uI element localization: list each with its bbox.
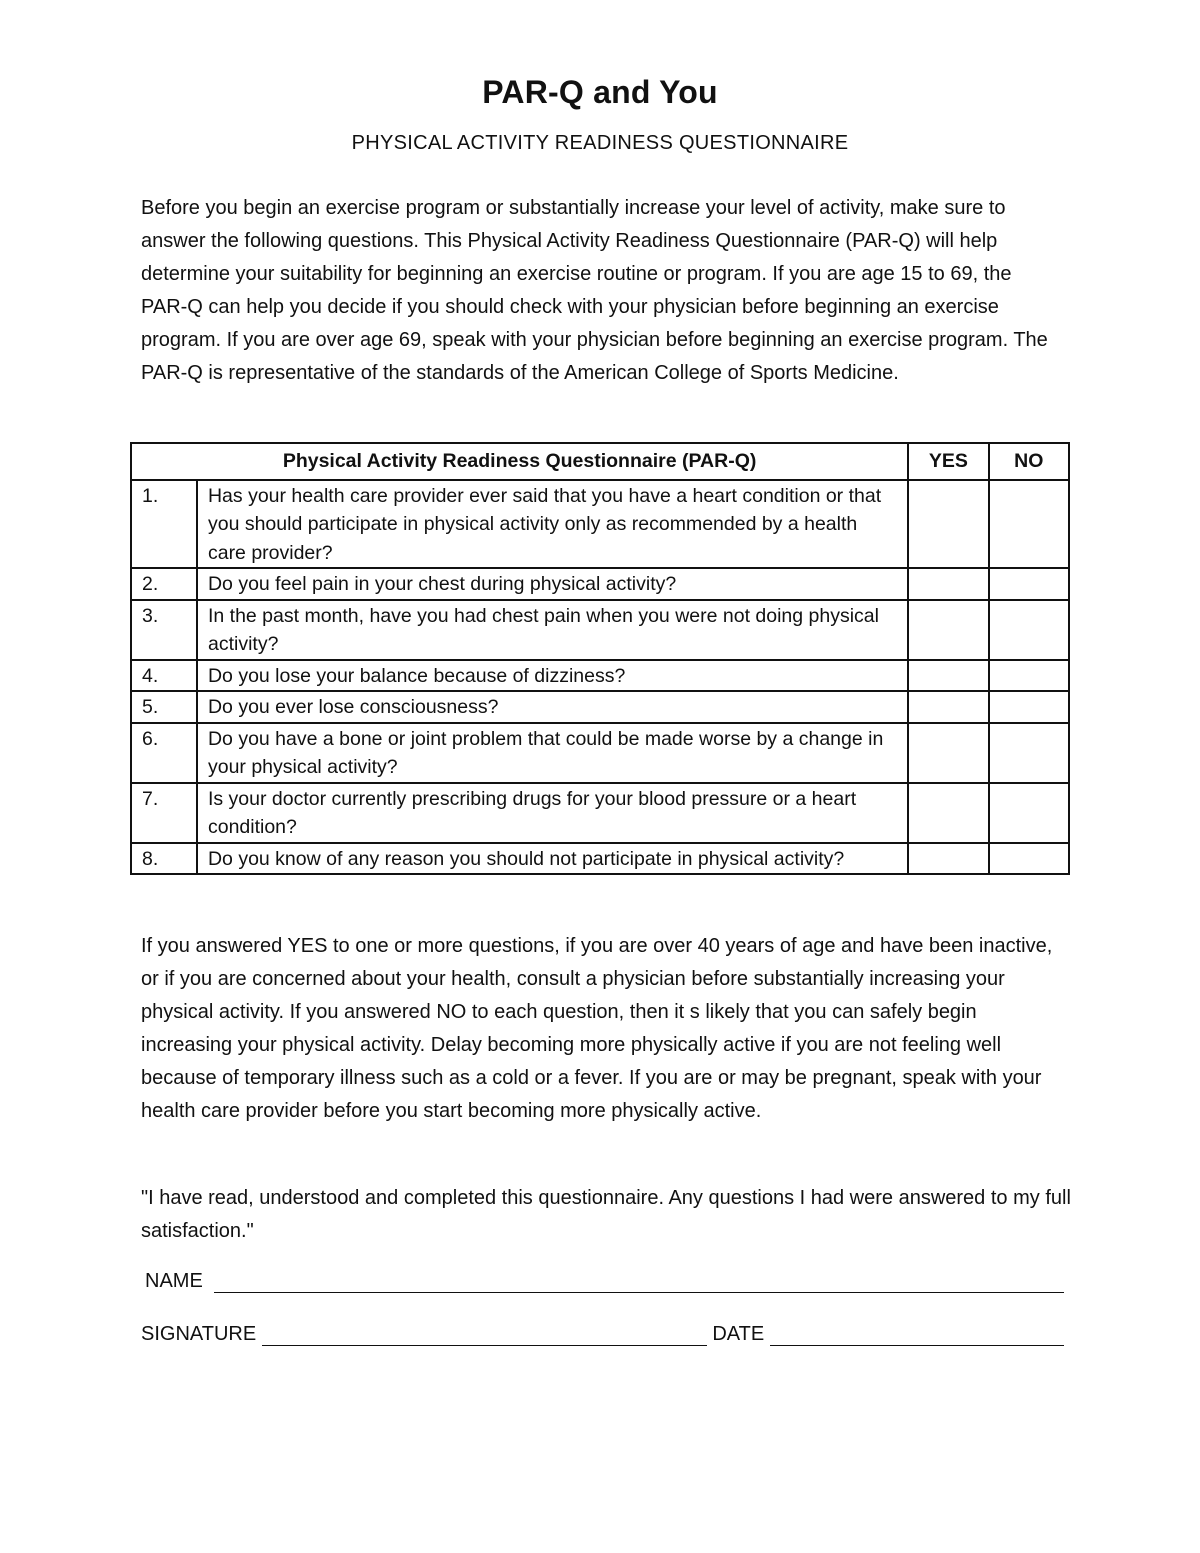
signature-label: SIGNATURE — [141, 1323, 257, 1345]
answer-no-cell[interactable] — [989, 691, 1069, 723]
answer-yes-cell[interactable] — [908, 723, 988, 783]
answer-no-cell[interactable] — [989, 600, 1069, 660]
question-text: Has your health care provider ever said that you have a heart condition or that you should participate in physical activity only as recommended by a health care provider? — [197, 480, 908, 569]
question-text: Do you lose your balance because of dizziness? — [197, 660, 908, 692]
question-text: Is your doctor currently prescribing drugs for your blood pressure or a heart condition? — [197, 783, 908, 843]
answer-no-cell[interactable] — [989, 480, 1069, 569]
name-input-line[interactable] — [214, 1270, 1064, 1293]
answer-yes-cell[interactable] — [908, 568, 988, 600]
question-text: Do you know of any reason you should not participate in physical activity? — [197, 843, 908, 875]
question-number: 8. — [131, 843, 197, 875]
answer-no-cell[interactable] — [989, 660, 1069, 692]
signature-input-line[interactable] — [262, 1323, 707, 1346]
question-text: Do you have a bone or joint problem that could be made worse by a change in your physical activity? — [197, 723, 908, 783]
question-number: 1. — [131, 480, 197, 569]
page-title: PAR-Q and You — [482, 74, 718, 110]
answer-no-cell[interactable] — [989, 783, 1069, 843]
question-number: 5. — [131, 691, 197, 723]
name-label: NAME — [145, 1270, 203, 1292]
question-number: 2. — [131, 568, 197, 600]
table-row — [131, 600, 1069, 660]
outro-paragraph: If you answered YES to one or more questions, if you are over 40 years of age and have been inactive, or if you are concerned about your health, consult a physician before substantially increasing your physical activity. If you answered NO to each question, then it s likely that you can safely begin increasing your physical activity. Delay becoming more physically active if you are not feeling well because of temporary illness such as a cold or a fever. If you are or may be pregnant, speak with your health care provider before you start becoming more physically active. — [141, 935, 1053, 1122]
table-header-row — [131, 443, 1069, 480]
answer-yes-cell[interactable] — [908, 843, 988, 875]
question-text: Do you feel pain in your chest during physical activity? — [197, 568, 908, 600]
date-label: DATE — [712, 1323, 765, 1345]
answer-yes-cell[interactable] — [908, 600, 988, 660]
answer-no-cell[interactable] — [989, 568, 1069, 600]
table-row — [131, 480, 1069, 569]
answer-no-cell[interactable] — [989, 723, 1069, 783]
parq-table — [130, 442, 1070, 875]
table-row — [131, 783, 1069, 843]
question-number: 7. — [131, 783, 197, 843]
intro-paragraph: Before you begin an exercise program or substantially increase your level of activity, make sure to answer the following questions. This Physical Activity Readiness Questionnaire (PAR-Q) will help determine your suitability for beginning an exercise routine or program. If you are age 15 to 69, the PAR-Q can help you decide if you should check with your physician before beginning an exercise program. If you are over age 69, speak with your physician before beginning an exercise program. The PAR-Q is representative of the standards of the American College of Sports Medicine. — [141, 197, 1048, 384]
question-number: 6. — [131, 723, 197, 783]
answer-yes-cell[interactable] — [908, 691, 988, 723]
table-header-no: NO — [989, 443, 1069, 480]
question-text: Do you ever lose consciousness? — [197, 691, 908, 723]
question-number: 3. — [131, 600, 197, 660]
table-header-question: Physical Activity Readiness Questionnaire (PAR-Q) — [131, 443, 908, 480]
signature-date-row — [141, 1323, 1064, 1346]
question-number: 4. — [131, 660, 197, 692]
table-row — [131, 723, 1069, 783]
answer-yes-cell[interactable] — [908, 783, 988, 843]
answer-no-cell[interactable] — [989, 843, 1069, 875]
table-row — [131, 660, 1069, 692]
name-field-row — [145, 1270, 1064, 1293]
table-header-yes: YES — [908, 443, 988, 480]
attestation-statement: "I have read, understood and completed this questionnaire. Any questions I had were answered to my full satisfaction." — [141, 1187, 1071, 1242]
table-row — [131, 691, 1069, 723]
answer-yes-cell[interactable] — [908, 480, 988, 569]
page-subtitle: PHYSICAL ACTIVITY READINESS QUESTIONNAIRE — [351, 132, 849, 154]
table-row — [131, 843, 1069, 875]
question-text: In the past month, have you had chest pain when you were not doing physical activity? — [197, 600, 908, 660]
table-row — [131, 568, 1069, 600]
date-input-line[interactable] — [770, 1323, 1064, 1346]
answer-yes-cell[interactable] — [908, 660, 988, 692]
